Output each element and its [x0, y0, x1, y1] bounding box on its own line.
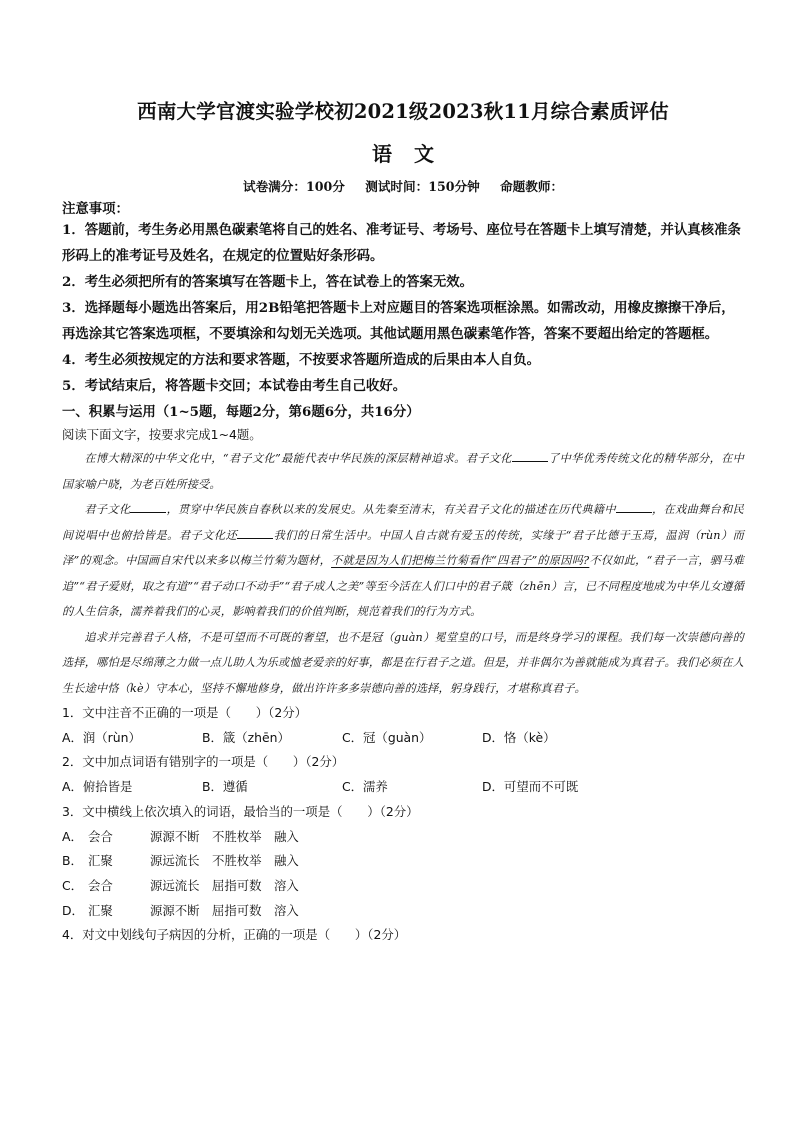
subject-title: 语文	[372, 142, 456, 166]
passage-text: ，在戏曲舞台和民间说唱中也俯拾皆是。君子文化还	[62, 503, 745, 542]
passage-paragraph-2	[62, 497, 744, 625]
option-b: B．箴（zhēn）	[202, 729, 290, 745]
option-word: 源远流长	[150, 853, 200, 869]
underlined-sentence: 不就是因为人们把梅兰竹菊看作“四君子”的原因吗?	[331, 554, 590, 567]
fill-blank	[237, 526, 273, 539]
full-score: 试卷满分：100分	[242, 179, 345, 194]
question-stem: 3．文中横线上依次填入的词语，最恰当的一项是（ ）（2分）	[62, 803, 419, 819]
option-word: 溶入	[274, 877, 299, 893]
option-a: A．俯拾皆是	[62, 779, 133, 795]
notice-item: 1．答题前，考生务必用黑色碳素笔将自己的姓名、准考证号、考场号、座位号在答题卡上填写清楚，并认真核准条形码上的准考证号及姓名，在规定的位置贴好条形码。	[62, 222, 741, 264]
fill-blank	[130, 500, 166, 513]
option-b: B．遵循	[202, 779, 248, 795]
question-1-options	[62, 726, 744, 751]
option-d: D．可望而不可既	[482, 779, 579, 795]
notice-item: 2．考生必须把所有的答案填写在答题卡上，答在试卷上的答案无效。	[62, 274, 474, 290]
exam-time: 测试时间：150分钟	[365, 179, 480, 194]
passage-text: 君子文化	[84, 503, 131, 516]
option-word: 屈指可数	[212, 902, 262, 918]
option-word: 会合	[88, 877, 113, 893]
option-label: C．	[62, 877, 84, 893]
notice-list	[62, 217, 744, 399]
option-label: A．	[62, 828, 83, 844]
option-word: 融入	[274, 828, 299, 844]
option-d: D．恪（kè）	[482, 729, 556, 745]
option-label: D．	[62, 902, 84, 918]
passage-paragraph-1	[62, 446, 744, 497]
notice-item: 3．选择题每小题选出答案后，用2B铅笔把答题卡上对应题目的答案选项框涂黑。如需改动，用橡皮擦擦干净后，再选涂其它答案选项框，不要填涂和勾划无关选项。其他试题用黑色碳素笔作答，答案不要超出给定的答题框。	[62, 300, 735, 342]
exam-title: 西南大学官渡实验学校初2021级2023秋11月综合素质评估	[137, 100, 669, 123]
option-c: C．濡养	[342, 779, 388, 795]
option-word: 不胜枚举	[212, 828, 262, 844]
option-c: C．冠（guàn）	[342, 729, 432, 745]
notice-item: 4．考生必须按规定的方法和要求答题，不按要求答题所造成的后果由本人自负。	[62, 352, 540, 368]
reading-passage	[62, 446, 744, 701]
exam-page	[62, 96, 744, 948]
question-1	[62, 701, 744, 726]
option-a: A．润（rùn）	[62, 729, 141, 745]
option-word: 溶入	[274, 902, 299, 918]
option-a	[62, 825, 744, 850]
option-word: 融入	[274, 853, 299, 869]
option-word: 源源不断	[150, 828, 200, 844]
question-stem: 2．文中加点词语有错别字的一项是（ ）（2分）	[62, 754, 345, 770]
question-4	[62, 923, 744, 948]
passage-text: 了中华优秀传统文化的精华部分，在中国家喻户晓，为老百姓所接受。	[62, 452, 744, 491]
option-b	[62, 849, 744, 874]
fill-blank	[512, 449, 548, 462]
question-2	[62, 750, 744, 775]
reading-instruction: 阅读下面文字，按要求完成1~4题。	[62, 427, 262, 442]
question-stem: 4．对文中划线句子病因的分析，正确的一项是（ ）（2分）	[62, 927, 407, 943]
fill-blank	[616, 500, 652, 513]
exam-teacher: 命题教师：	[500, 179, 564, 194]
passage-paragraph-3: 追求并完善君子人格，不是可望而不可既的奢望，也不是冠（guàn）冕堂皇的口号，而是终身学习的课程。我们每一次崇德向善的选择，哪怕是尽绵薄之力做一点儿助人为乐或恤老爱亲的好事，都是在行君子之道。但是，并非偶尔为善就能成为真君子。我们必须在人生长途中恪（kè）守本心，坚持不懈地修身，做出许许多多崇德向善的选择，躬身践行，才堪称真君子。	[62, 630, 744, 695]
passage-text: ，贯穿中华民族自春秋以来的发展史。从先秦至清末，有关君子文化的描述在历代典籍中	[166, 503, 616, 516]
passage-text: 我们的日常生活中。中国人自古就有爱玉的传统，实缘于“君子比德于玉焉，温润（rùn）而泽”的观念。中国画自宋代以来多以梅兰竹菊为题材，	[62, 528, 744, 567]
option-c	[62, 874, 744, 899]
option-word: 源远流长	[150, 877, 200, 893]
option-word: 汇聚	[88, 853, 113, 869]
option-d	[62, 899, 744, 924]
exam-info	[62, 176, 744, 195]
option-word: 会合	[88, 828, 113, 844]
section-heading: 一、积累与运用（1~5题，每题2分，第6题6分，共16分）	[62, 404, 420, 420]
option-word: 不胜枚举	[212, 853, 262, 869]
option-word: 汇聚	[88, 902, 113, 918]
notice-heading: 注意事项：	[62, 201, 129, 217]
option-label: B．	[62, 853, 83, 869]
question-2-options	[62, 775, 744, 800]
passage-text: 不仅如此，“君子一言，驷马难追”“君子爱财，取之有道”“君子动口不动手”“君子成人之美”等至今活在人们口中的君子箴（zhēn）言，已不同程度地成为中华儿女遵循的人生信条，濡养着我们的心灵，影响着我们的价值判断，规范着我们的行为方式。	[62, 554, 744, 618]
option-word: 源源不断	[150, 902, 200, 918]
question-stem: 1．文中注音不正确的一项是（ ）（2分）	[62, 705, 307, 720]
option-word: 屈指可数	[212, 877, 262, 893]
passage-text: 在博大精深的中华文化中，“君子文化”最能代表中华民族的深层精神追求。君子文化	[84, 452, 512, 465]
question-3	[62, 800, 744, 825]
notice-item: 5．考试结束后，将答题卡交回；本试卷由考生自己收好。	[62, 378, 407, 394]
